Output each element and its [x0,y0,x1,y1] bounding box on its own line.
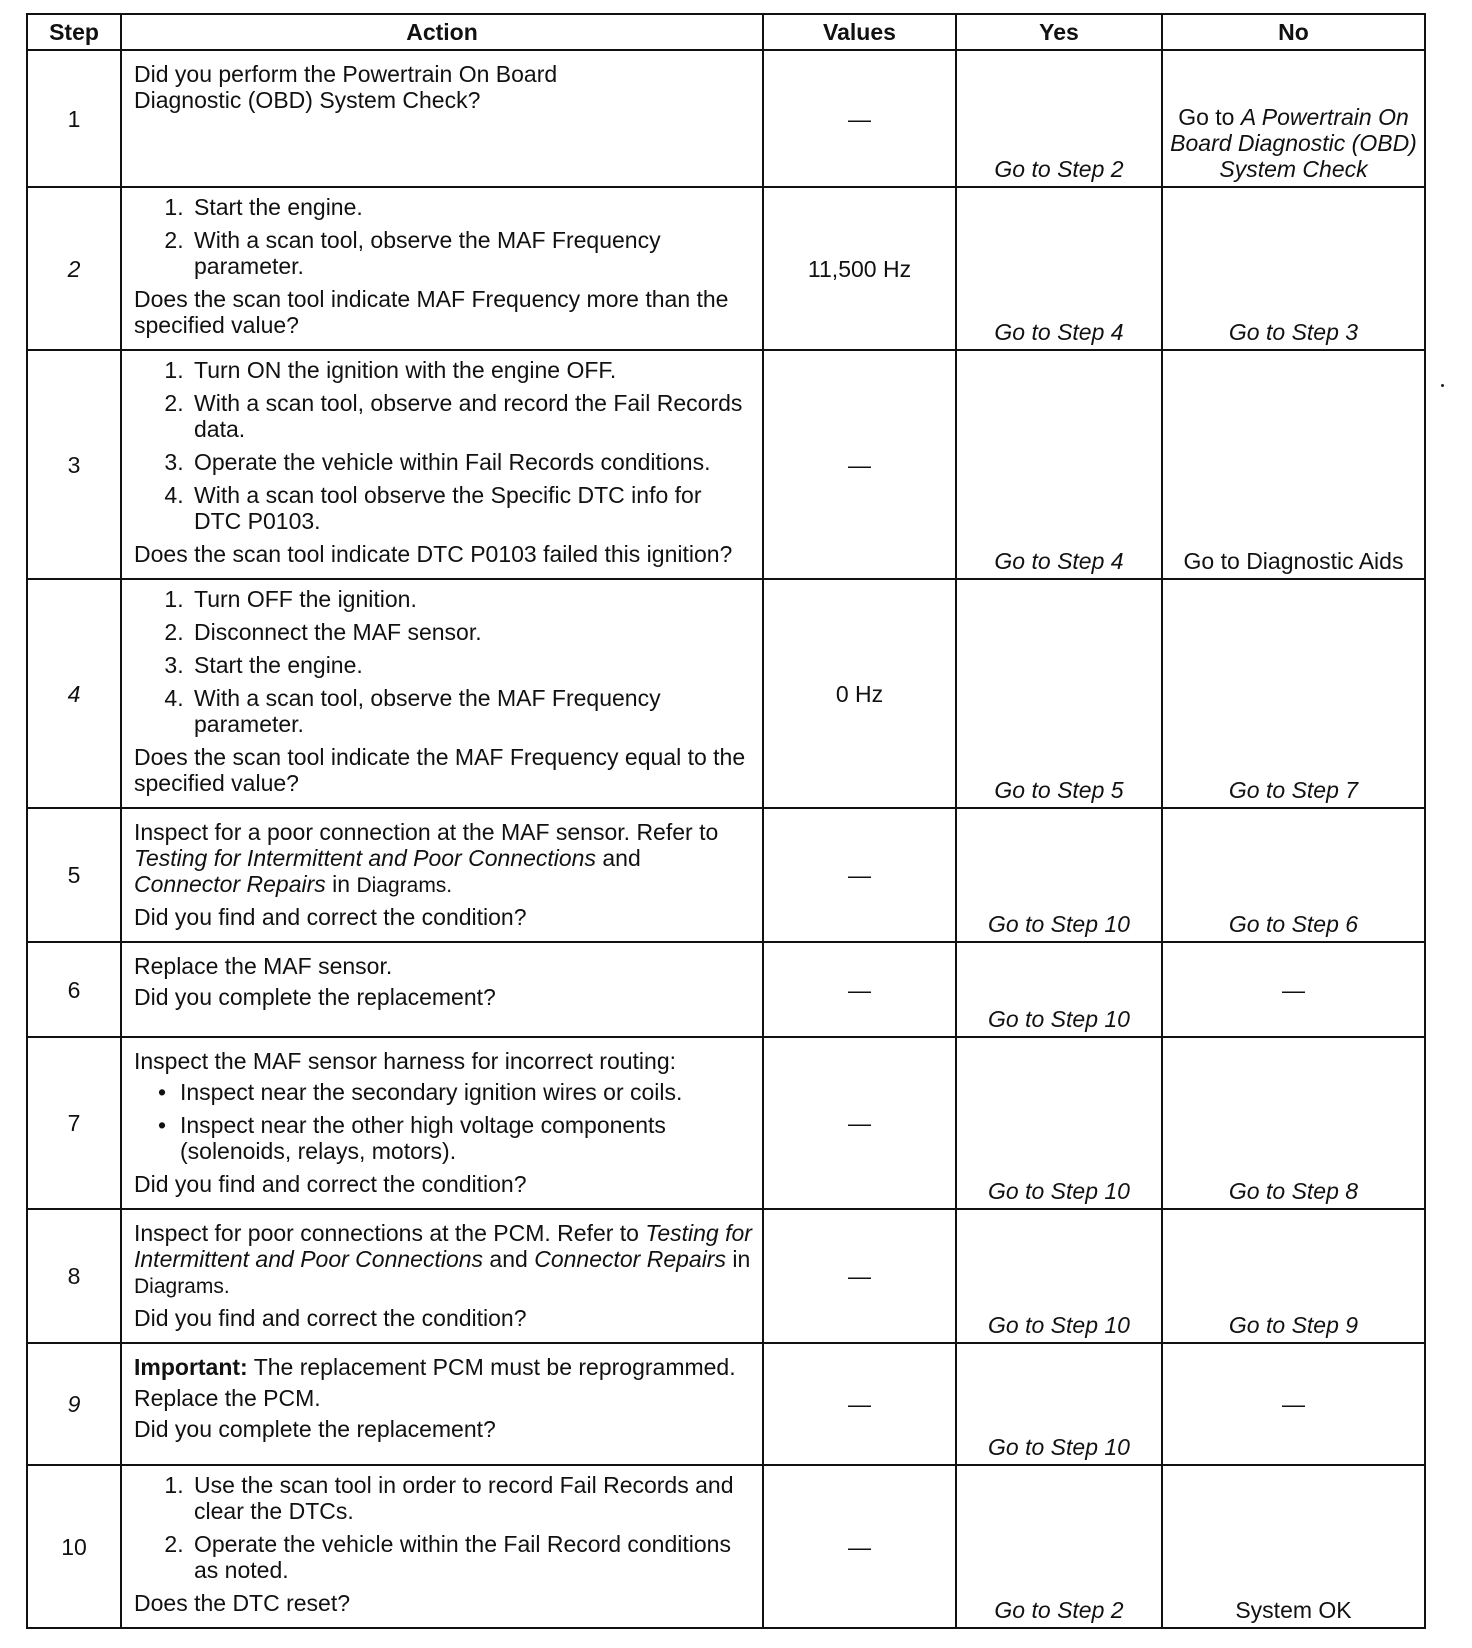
procedure-item: 4. With a scan tool, observe the MAF Frequency parameter. [190,685,752,737]
no-cell: — [1162,1343,1425,1465]
instruction [134,819,752,899]
important-text: The replacement PCM must be reprogrammed. [247,1354,736,1380]
no-cell: Go to Step 8 [1162,1037,1425,1209]
action-cell [121,808,763,942]
important-label: Important: [134,1354,248,1380]
step-number: 2 [27,187,121,350]
document-reference: Diagrams. [356,874,453,897]
yes-cell: Go to Step 10 [956,1343,1162,1465]
question: Did you perform the Powertrain On Board Diagnostic (OBD) System Check? [134,61,558,113]
no-cell: Go to Diagnostic Aids [1162,350,1425,579]
step-number: 5 [27,808,121,942]
step-row-5 [27,808,1425,942]
procedure-item: 1. Use the scan tool in order to record Fail Records and clear the DTCs. [190,1472,752,1524]
instruction: Inspect the MAF sensor harness for incorrect routing: [134,1048,677,1074]
value-cell: — [763,808,956,942]
no-text: Go to [1178,104,1241,130]
header-action: Action [121,14,763,50]
procedure-list [134,194,752,279]
instruction-text: in [725,1246,751,1272]
important-note [134,1354,752,1380]
scan-speck [1441,384,1444,387]
procedure-item: 1. Start the engine. [190,194,752,220]
reference-link: Testing for Intermittent and Poor Connections [134,845,596,871]
value-cell: 11,500 Hz [763,187,956,350]
reference-link: Connector Repairs [534,1246,726,1272]
yes-cell: Go to Step 4 [956,187,1162,350]
reference-link: Connector Repairs [134,871,326,897]
step-number: 4 [27,579,121,808]
step-row-10 [27,1465,1425,1628]
yes-cell: Go to Step 10 [956,808,1162,942]
step-number: 8 [27,1209,121,1343]
yes-cell: Go to Step 10 [956,1037,1162,1209]
step-row-7 [27,1037,1425,1209]
header-step: Step [27,14,121,50]
yes-cell: Go to Step 2 [956,50,1162,187]
no-cell: System OK [1162,1465,1425,1628]
value-cell: — [763,1209,956,1343]
question: Did you complete the replacement? [134,1416,496,1442]
step-row-9 [27,1343,1425,1465]
bullet-list [134,1079,752,1164]
instruction: Replace the PCM. [134,1385,321,1411]
procedure-item: 2. Operate the vehicle within the Fail Record conditions as noted. [190,1531,752,1583]
header-values: Values [763,14,956,50]
reference-link: Testing for Intermittent and Poor Connections [134,1220,752,1272]
procedure-item: 2. Disconnect the MAF sensor. [190,619,752,645]
action-cell [121,50,763,187]
no-cell: Go to Step 3 [1162,187,1425,350]
bullet-item: • Inspect near the other high voltage components (solenoids, relays, motors). [180,1112,752,1164]
question: Did you find and correct the condition? [134,1171,527,1197]
value-cell: — [763,350,956,579]
step-row-1 [27,50,1425,187]
step-row-4 [27,579,1425,808]
instruction [134,1220,752,1300]
header-yes: Yes [956,14,1162,50]
value-cell: — [763,1343,956,1465]
bullet-item: • Inspect near the secondary ignition wires or coils. [180,1079,752,1105]
yes-cell: Go to Step 5 [956,579,1162,808]
instruction-text: Inspect for poor connections at the PCM. Refer to [134,1220,646,1246]
procedure-item: 4. With a scan tool observe the Specific DTC info for DTC P0103. [190,482,752,534]
step-row-3 [27,350,1425,579]
header-no: No [1162,14,1425,50]
yes-cell: Go to Step 10 [956,1209,1162,1343]
procedure-item: 3. Start the engine. [190,652,752,678]
step-number: 1 [27,50,121,187]
procedure-item: 2. With a scan tool, observe the MAF Frequency parameter. [190,227,752,279]
step-row-2 [27,187,1425,350]
instruction: Replace the MAF sensor. [134,953,393,979]
step-row-6 [27,942,1425,1037]
yes-cell: Go to Step 4 [956,350,1162,579]
no-link: A Powertrain On Board Diagnostic (OBD) System Check [1170,104,1417,182]
action-cell [121,1037,763,1209]
instruction-text: Inspect for a poor connection at the MAF sensor. Refer to [134,819,719,845]
action-cell [121,942,763,1037]
no-cell: — [1162,942,1425,1037]
procedure-item: 1. Turn OFF the ignition. [190,586,752,612]
action-cell [121,1465,763,1628]
step-number: 9 [27,1343,121,1465]
procedure-list [134,586,752,737]
value-cell: — [763,1465,956,1628]
value-cell: — [763,942,956,1037]
value-cell: — [763,1037,956,1209]
header-row [27,14,1425,50]
yes-cell: Go to Step 10 [956,942,1162,1037]
instruction-text: and [483,1246,535,1272]
value-cell: 0 Hz [763,579,956,808]
procedure-list [134,1472,752,1583]
question: Does the scan tool indicate DTC P0103 failed this ignition? [134,541,733,567]
yes-cell: Go to Step 2 [956,1465,1162,1628]
action-cell [121,1343,763,1465]
question: Did you complete the replacement? [134,984,496,1010]
no-cell: Go to Step 9 [1162,1209,1425,1343]
procedure-list [134,357,752,534]
instruction-text: and [595,845,641,871]
action-cell [121,579,763,808]
no-cell: Go to Step 7 [1162,579,1425,808]
value-cell: — [763,50,956,187]
action-cell [121,350,763,579]
question: Does the scan tool indicate the MAF Frequency equal to the specified value? [134,744,746,796]
question: Did you find and correct the condition? [134,1305,527,1331]
document-reference: Diagrams. [134,1275,230,1298]
step-number: 6 [27,942,121,1037]
instruction-text: in [325,871,357,897]
question: Does the scan tool indicate MAF Frequency more than the specified value? [134,286,729,338]
step-number: 10 [27,1465,121,1628]
question: Did you find and correct the condition? [134,904,527,930]
action-cell [121,1209,763,1343]
action-cell [121,187,763,350]
step-number: 7 [27,1037,121,1209]
diagnostic-table [26,13,1426,1629]
step-number: 3 [27,350,121,579]
procedure-item: 2. With a scan tool, observe and record the Fail Records data. [190,390,752,442]
question: Does the DTC reset? [134,1590,351,1616]
procedure-item: 1. Turn ON the ignition with the engine OFF. [190,357,752,383]
no-cell: Go to Step 6 [1162,808,1425,942]
step-row-8 [27,1209,1425,1343]
procedure-item: 3. Operate the vehicle within Fail Records conditions. [190,449,752,475]
no-cell [1162,50,1425,187]
